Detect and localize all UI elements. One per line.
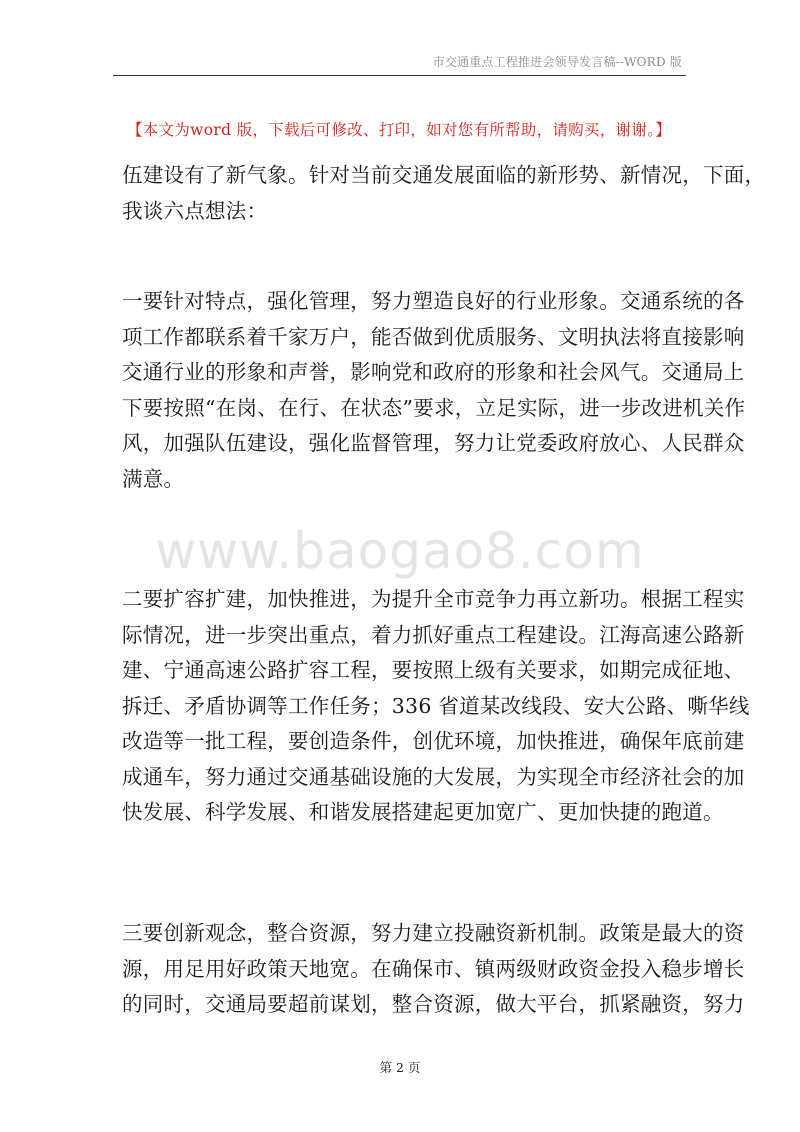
paragraph-point-three <box>122 916 745 1023</box>
text-line: 风，加强队伍建设，强化监督管理，努力让党委政府放心、人民群众 <box>122 431 745 455</box>
text-line: 交通行业的形象和声誉，影响党和政府的形象和社会风气。交通局上 <box>122 360 745 384</box>
text-line: 际情况，进一步突出重点，着力抓好重点工程建设。江海高速公路新 <box>122 622 745 647</box>
paragraph-intro <box>122 158 766 229</box>
text-line: 三要创新观念，整合资源，努力建立投融资新机制。政策是最大的资 <box>122 921 745 945</box>
text-line: 我谈六点想法： <box>122 198 268 223</box>
text-line: 改造等一批工程，要创造条件，创优环境，加快推进，确保年底前建 <box>122 729 745 753</box>
watermark: www.baogao8.com <box>155 522 645 580</box>
page-number: 第 2 页 <box>379 1060 421 1075</box>
text-line: 二要扩容扩建，加快推进，为提升全市竞争力再立新功。根据工程实 <box>122 587 745 611</box>
download-notice: 【本文为word 版，下载后可修改、打印，如对您有所帮助，请购买，谢谢。】 <box>127 121 672 139</box>
running-header: 市交通重点工程推进会领导发言稿--WORD 版 <box>432 55 682 69</box>
text-line: 项工作都联系着千家万户，能否做到优质服务、文明执法将直接影响 <box>122 324 745 349</box>
text-line: 的同时，交通局要超前谋划，整合资源，做大平台，抓紧融资，努力 <box>122 992 745 1016</box>
text-line: 满意。 <box>122 466 185 491</box>
header-divider <box>113 75 686 76</box>
text-line: 下要按照“在岗、在行、在状态”要求，立足实际，进一步改进机关作 <box>122 395 746 420</box>
text-line: 建、宁通高速公路扩容工程，要按照上级有关要求，如期完成征地、 <box>122 658 745 682</box>
paragraph-point-one <box>122 284 746 497</box>
text-line: 伍建设有了新气象。针对当前交通发展面临的新形势、新情况，下面， <box>122 163 766 187</box>
text-line: 源，用足用好政策天地宽。在确保市、镇两级财政资金投入稳步增长 <box>122 956 745 981</box>
paragraph-point-two <box>122 582 750 831</box>
text-line: 一要针对特点，强化管理，努力塑造良好的行业形象。交通系统的各 <box>122 289 745 313</box>
text-line: 成通车，努力通过交通基础设施的大发展，为实现全市经济社会的加 <box>122 764 745 789</box>
text-line: 拆迁、矛盾协调等工作任务；336 省道某改线段、安大公路、嘶华线 <box>122 693 750 718</box>
text-line: 快发展、科学发展、和谐发展搭建起更加宽广、更加快捷的跑道。 <box>122 800 724 824</box>
